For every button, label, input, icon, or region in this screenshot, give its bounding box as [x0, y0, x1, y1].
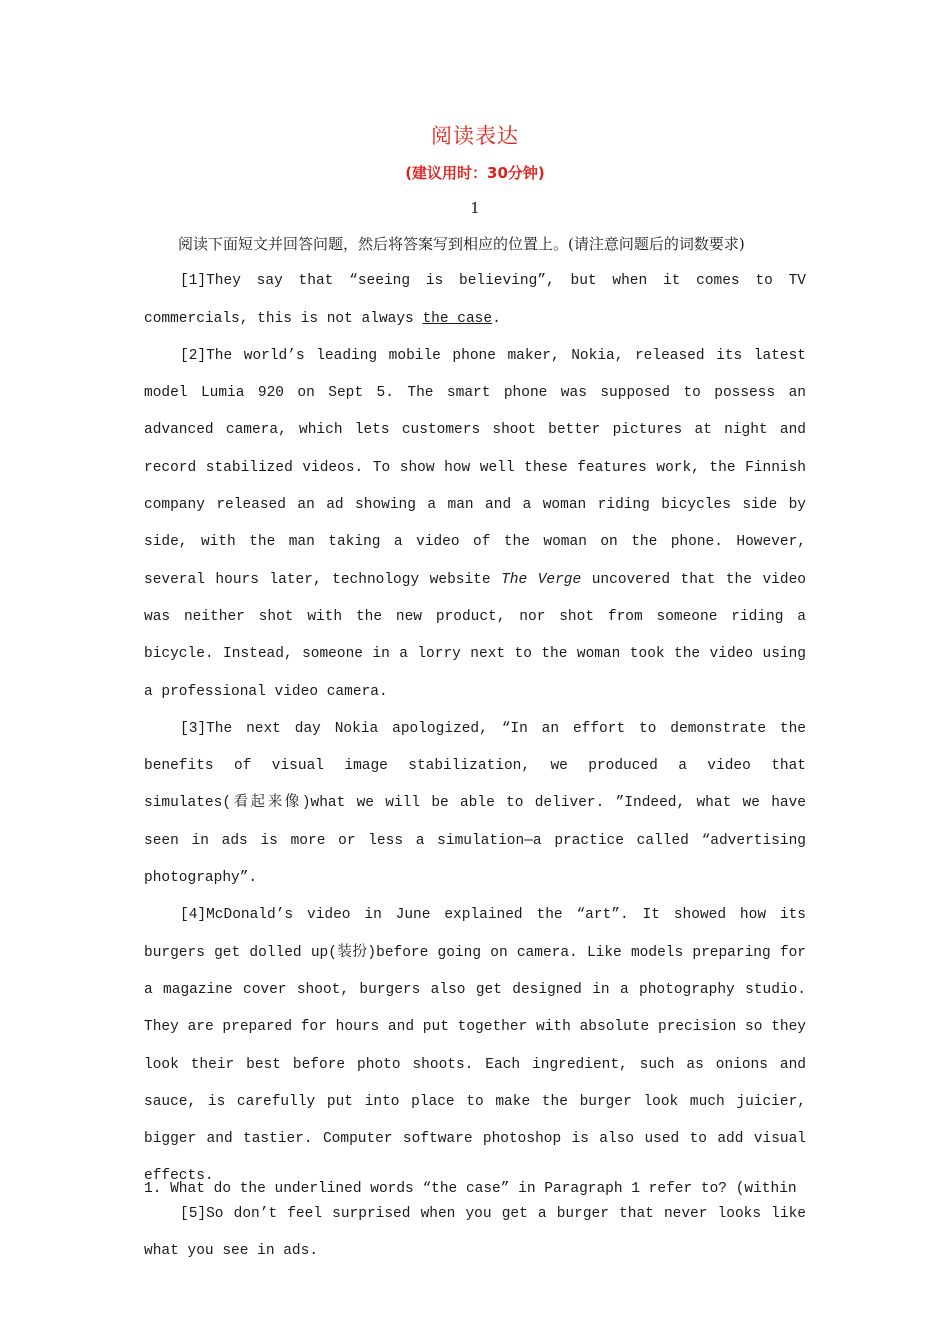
suggested-time: (建议用时：30分钟)	[405, 164, 545, 182]
page-title: 阅读表达	[431, 124, 519, 148]
paragraph-3: [3]The next day Nokia apologized, “In an effort to demonstrate the benefits of visual image stabilization, we produced a video that simulates(看起来像)what we will be able to deliver. ”Indeed, what we have seen in ads is more or less a simulation—a practice called “advertising photography”.	[144, 720, 806, 887]
underlined-phrase: the case	[422, 310, 493, 327]
reading-body	[144, 226, 806, 1270]
paragraph-4: [4]McDonald’s video in June explained the “art”. It showed how its burgers get dolled up(装扮)before going on camera. Like models preparing for a magazine cover shoot, burgers also get designed in a photography studio. They are prepared for hours and put together with absolute precision so they look their best before photo shoots. Each ingredient, such as onions and sauce, is carefully put into place to make the burger look much juicier, bigger and tastier. Computer software photoshop is also used to add visual effects.	[144, 907, 806, 1185]
website-name: The Verge	[501, 571, 582, 588]
paragraph-2	[144, 338, 806, 711]
paragraph-2-end: uncovered that the video was neither shot with the new product, nor shot from someone riding a bicycle. Instead, someone in a lorry next to the woman took the video using a professional video camera.	[144, 571, 806, 700]
paragraph-1	[144, 263, 806, 338]
section-number: 1	[470, 199, 480, 217]
paragraph-5: [5]So don’t feel surprised when you get a burger that never looks like what you see in ads.	[144, 1205, 806, 1260]
paragraph-1-text: [1]They say that “seeing is believing”, but when it comes to TV commercials, this is not always	[144, 273, 806, 327]
instruction-text: 阅读下面短文并回答问题，然后将答案写到相应的位置上。(请注意问题后的词数要求)	[178, 235, 745, 253]
question-1: 1. What do the underlined words “the case” in Paragraph 1 refer to? (within	[144, 1181, 797, 1197]
paragraph-1-end: .	[492, 310, 501, 327]
paragraph-2-text: [2]The world’s leading mobile phone maker, Nokia, released its latest model Lumia 920 on Sept 5. The smart phone was supposed to possess an advanced camera, which lets customers shoot better pictures at night and record stabilized videos. To show how well these features work, the Finnish company released an ad showing a man and a woman riding bicycles side by side, with the man taking a video of the woman on the phone. However, several hours later, technology website	[144, 347, 806, 588]
